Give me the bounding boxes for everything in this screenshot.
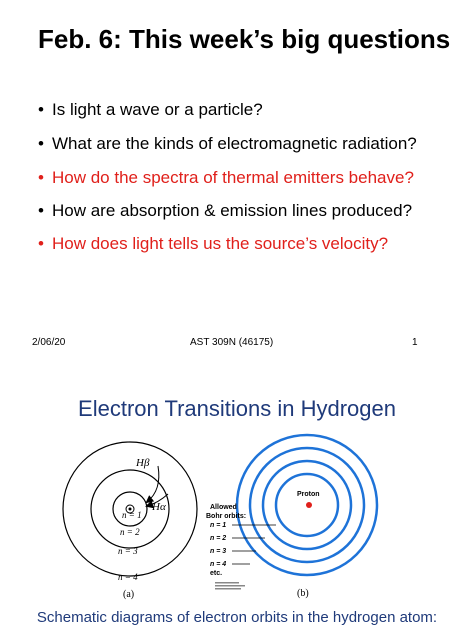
- figure-a-label: (a): [123, 589, 135, 600]
- bullet-text: How does light tells us the source’s velocity?: [52, 234, 389, 253]
- hydrogen-orbit-diagrams: [0, 430, 474, 605]
- h-beta-label: Hβ: [136, 457, 150, 469]
- h-alpha-label: Hα: [152, 501, 166, 513]
- figure-credit-smallprint: [215, 582, 245, 590]
- bullet-item: [38, 100, 263, 120]
- bullet-dot: •: [38, 100, 44, 119]
- bullet-dot: •: [38, 234, 44, 253]
- bullet-dot: •: [38, 168, 44, 187]
- legend-label-n2: n = 2: [210, 535, 227, 542]
- proton-dot: [306, 502, 312, 508]
- figure-b-label: (b): [297, 588, 309, 599]
- bullet-dot: •: [38, 201, 44, 220]
- orbit-label-n3: n = 3: [118, 546, 138, 556]
- slide-title: Feb. 6: This week’s big questions: [38, 24, 451, 54]
- bullet-text: What are the kinds of electromagnetic radiation?: [52, 134, 417, 153]
- figure-b: [206, 435, 377, 599]
- bullet-item: [38, 168, 414, 188]
- orbit-label-n1: n = 1: [122, 510, 142, 520]
- proton-label: Proton: [297, 491, 320, 498]
- bullet-text: Is light a wave or a particle?: [52, 100, 263, 119]
- bullet-dot: •: [38, 134, 44, 153]
- legend-label-etc: etc.: [210, 570, 223, 577]
- bullet-text: How do the spectra of thermal emitters behave?: [52, 168, 414, 187]
- slide2-title: Electron Transitions in Hydrogen: [78, 396, 396, 421]
- bullet-item: [38, 234, 388, 254]
- orbit-label-n4: n = 4: [118, 572, 138, 582]
- footer-page-number: 1: [412, 337, 418, 348]
- legend-title-bohr-orbits: Bohr orbits:: [206, 513, 247, 520]
- figure-a: [63, 442, 197, 600]
- h-beta-arrow: [147, 466, 159, 502]
- figure-caption: Schematic diagrams of electron orbits in the hydrogen atom:: [36, 609, 438, 626]
- legend-title-allowed: Allowed: [210, 504, 237, 511]
- legend-label-n1: n = 1: [210, 522, 227, 529]
- bullet-text: How are absorption & emission lines produced?: [52, 201, 413, 220]
- bullet-item: [38, 134, 417, 154]
- legend-label-n4: n = 4: [210, 561, 227, 568]
- bullet-item: [38, 201, 412, 221]
- legend-label-n3: n = 3: [210, 548, 227, 555]
- footer-date: 2/06/20: [32, 337, 66, 348]
- footer-course: AST 309N (46175): [190, 337, 274, 348]
- orbit-label-n2: n = 2: [120, 527, 140, 537]
